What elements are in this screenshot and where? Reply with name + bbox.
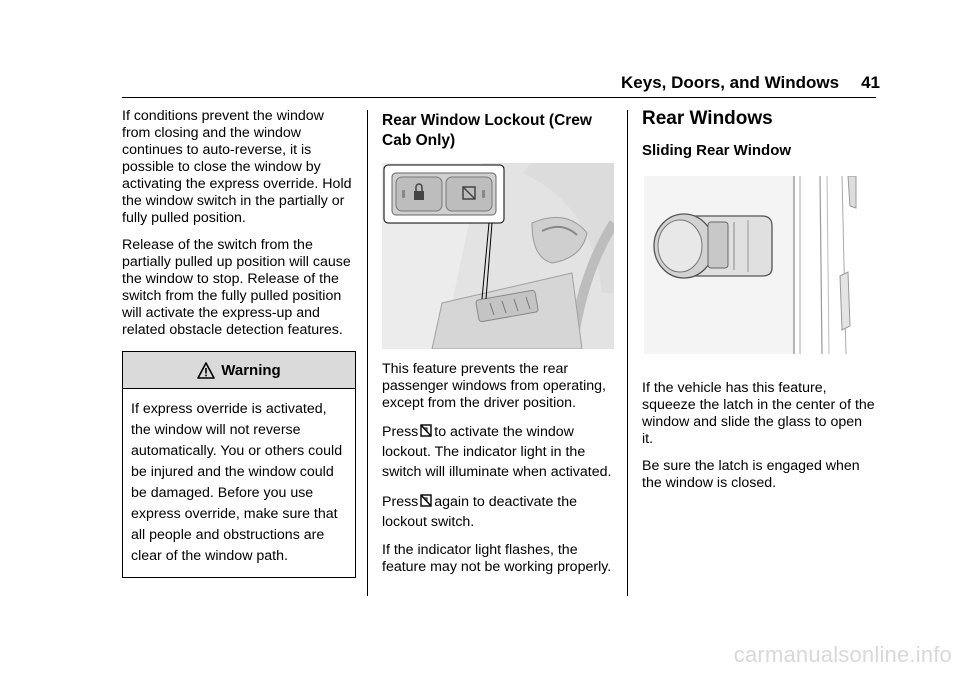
header-divider xyxy=(122,97,876,98)
press-word-2: Press xyxy=(382,494,419,510)
column-divider-1 xyxy=(367,110,368,596)
paragraph-express-override: If conditions prevent the window from closing and the window continues to auto-reverse, it is possible to close the window by activating the express override. Hold the window switch in the partially or fully pulled position. xyxy=(122,108,352,226)
column-1 xyxy=(122,108,356,578)
page-header xyxy=(590,70,880,96)
section-heading-lockout: Rear Window Lockout (Crew Cab Only) xyxy=(382,112,592,149)
press-word-1: Press xyxy=(382,424,419,440)
watermark: carmanualsonline.info xyxy=(733,642,952,667)
paragraph-lockout-description: This feature prevents the rear passenger windows from operating, except from the driver position. xyxy=(382,361,606,411)
warning-text: If express override is activated, the window will not reverse automatically. You or others could be injured and the window could be damaged. Before you use express override, make sure that all people and obstructions are clear of the window path. xyxy=(131,401,343,564)
subsection-heading-sliding: Sliding Rear Window xyxy=(642,142,792,159)
window-lockout-icon xyxy=(420,424,432,437)
paragraph-switch-release: Release of the switch from the partially pulled up position will cause the window to stop. Release of the switch from the fully pulled position will activate the express-up and related obstacle detection features. xyxy=(122,237,351,338)
column-2 xyxy=(382,108,618,586)
press-activate-text: to activate the window lockout. The indicator light in the switch will illuminate when activated. xyxy=(382,424,612,480)
warning-triangle-icon xyxy=(197,362,215,379)
column-divider-2 xyxy=(627,110,628,596)
page-number: 41 xyxy=(861,73,880,92)
window-lockout-switch-illustration xyxy=(382,163,614,349)
window-lockout-icon xyxy=(420,494,432,507)
paragraph-latch-engaged: Be sure the latch is engaged when the window is closed. xyxy=(642,458,860,491)
warning-title: Warning xyxy=(221,361,281,379)
paragraph-press-deactivate xyxy=(382,492,618,532)
section-heading-rear-windows: Rear Windows xyxy=(642,108,773,129)
header-title: Keys, Doors, and Windows xyxy=(621,73,840,92)
sliding-window-latch-illustration xyxy=(644,176,858,354)
paragraph-indicator-flash: If the indicator light flashes, the feature may not be working properly. xyxy=(382,542,612,575)
press-deactivate-text: again to deactivate the lockout switch. xyxy=(382,494,578,530)
paragraph-latch-open: If the vehicle has this feature, squeeze the latch in the center of the window and slide the glass to open it. xyxy=(642,380,875,447)
column-3 xyxy=(642,108,876,502)
warning-box xyxy=(122,351,356,578)
paragraph-press-activate xyxy=(382,422,618,482)
warning-header xyxy=(123,352,355,389)
